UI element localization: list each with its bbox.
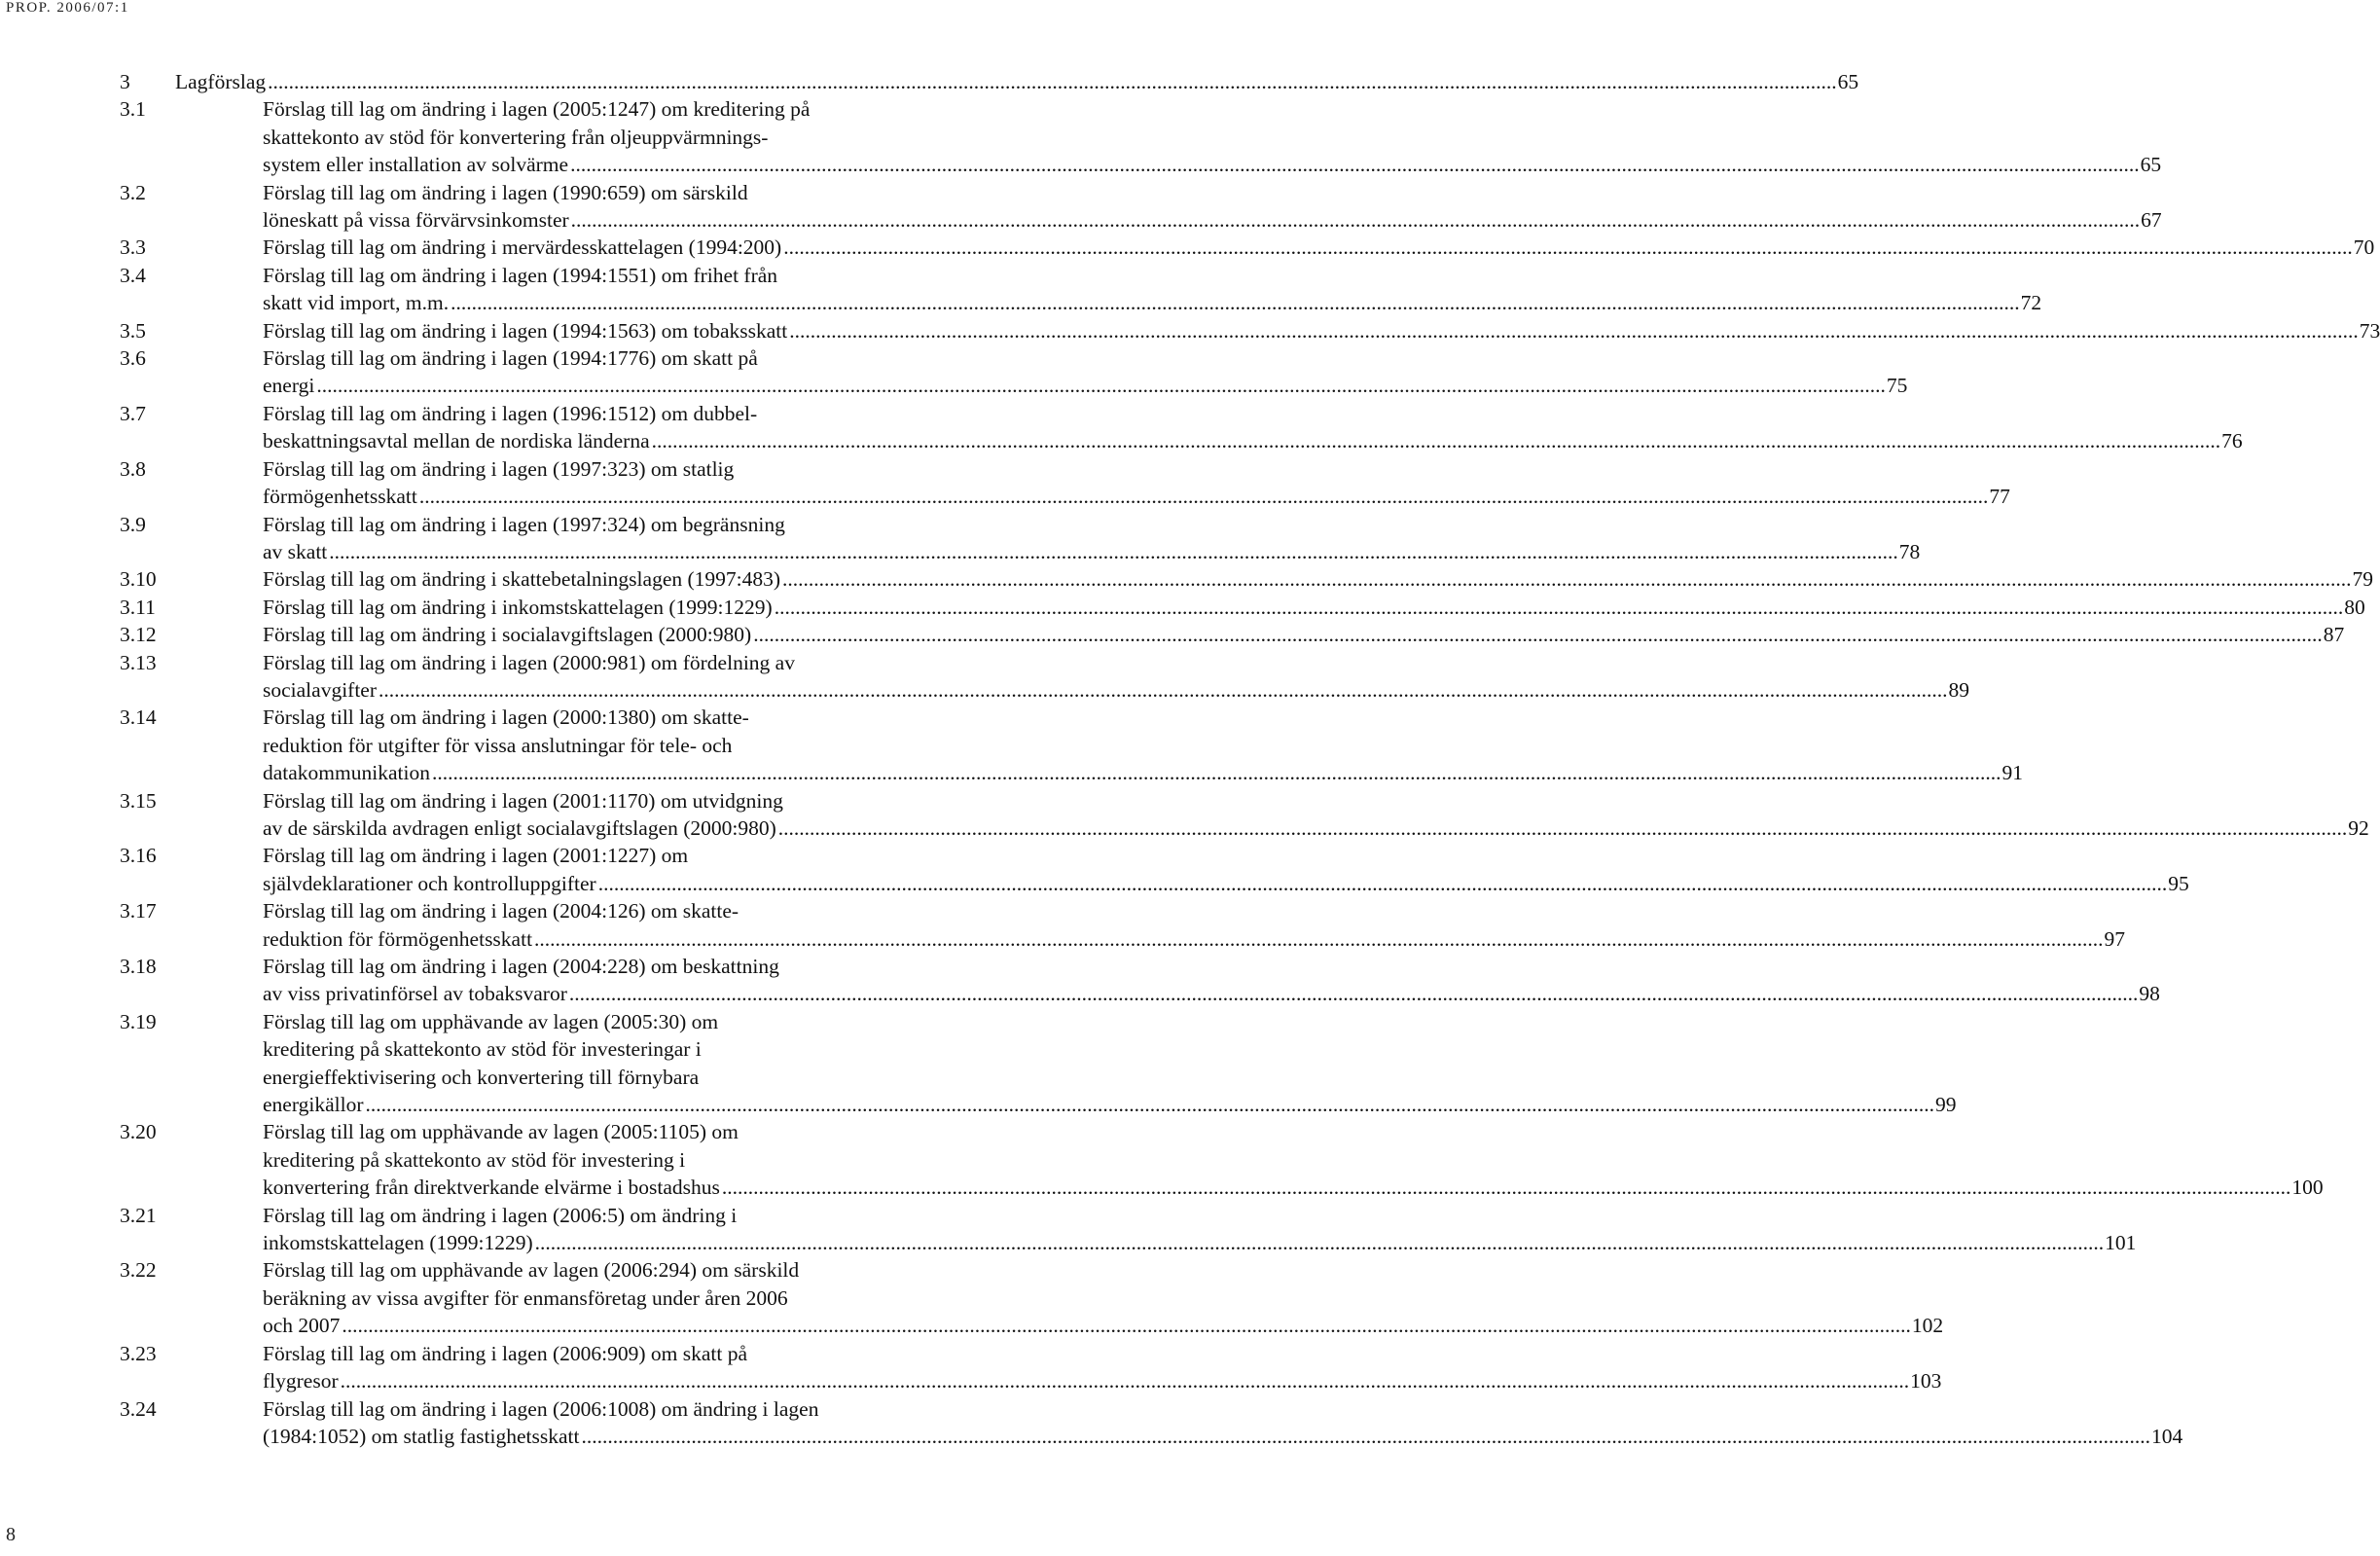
toc-entry-title-line: Förslag till lag om ändring i lagen (2005:1247) om kreditering på	[263, 97, 811, 122]
toc-entry-title-line: kreditering på skattekonto av stöd för investeringar i	[263, 1037, 702, 1062]
toc-entry-title-text: löneskatt på vissa förvärvsinkomster	[263, 208, 569, 233]
dot-leader: ............................................................................................................................................................................................................................................................................................................	[570, 153, 2140, 177]
toc-entry-title-line: Förslag till lag om ändring i lagen (2004:126) om skatte-	[263, 899, 739, 923]
toc-entry-title-text: energikällor	[263, 1093, 364, 1117]
toc-entry-number: 3.16	[120, 844, 157, 868]
toc-entry-title-line	[263, 814, 2369, 842]
toc-entry[interactable]	[120, 1202, 2137, 1257]
toc-entry-title-line	[263, 1174, 2324, 1201]
toc-entry-number: 3	[120, 70, 130, 93]
dot-leader: ............................................................................................................................................................................................................................................................................................................	[268, 70, 1837, 93]
toc-entry-title-line: skattekonto av stöd för konvertering från oljeuppvärmnings-	[263, 125, 769, 149]
dot-leader: ............................................................................................................................................................................................................................................................................................................	[753, 623, 2323, 647]
toc-entry-title-text: Förslag till lag om ändring i socialavgiftslagen (2000:980)	[263, 623, 752, 647]
toc-entry-title-line	[263, 621, 2345, 648]
toc-entry-title-line: Förslag till lag om ändring i lagen (1997:324) om begränsning	[263, 512, 785, 536]
toc-entry-title-text: energi	[263, 374, 315, 398]
toc-entry-title-line	[263, 759, 2023, 786]
toc-entry-page: 77	[1989, 485, 2010, 509]
toc-entry-title-text: konvertering från direktverkande elvärme i bostadshus	[263, 1176, 720, 1200]
toc-entry[interactable]	[120, 565, 2374, 593]
toc-entry-title-text: av skatt	[263, 539, 328, 563]
toc-entry-number: 3.14	[120, 706, 157, 730]
dot-leader: ............................................................................................................................................................................................................................................................................................................	[651, 429, 2221, 453]
toc-entry[interactable]	[120, 400, 2243, 455]
dot-leader: ............................................................................................................................................................................................................................................................................................................	[329, 539, 1898, 563]
toc-entry[interactable]	[120, 594, 2365, 621]
toc-entry-title-text: Lagförslag	[175, 70, 267, 93]
toc-entry-page: 65	[1837, 70, 1859, 93]
toc-entry-page: 101	[2105, 1231, 2137, 1255]
toc-entry-title-text: beskattningsavtal mellan de nordiska länderna	[263, 429, 650, 453]
toc-entry-title-line: Förslag till lag om ändring i lagen (1994:1776) om skatt på	[263, 346, 758, 371]
dot-leader: ............................................................................................................................................................................................................................................................................................................	[597, 871, 2168, 895]
toc-entry-title-line	[263, 925, 2126, 953]
toc-entry-title-line	[263, 538, 1921, 565]
dot-leader: ............................................................................................................................................................................................................................................................................................................	[774, 595, 2344, 619]
toc-entry-number: 3.12	[120, 623, 157, 647]
toc-entry[interactable]	[120, 842, 2189, 897]
toc-entry-page: 100	[2291, 1176, 2324, 1200]
toc-entry[interactable]	[120, 787, 2369, 843]
toc-entry[interactable]	[120, 1008, 1957, 1119]
toc-entry-page: 75	[1886, 374, 1908, 398]
dot-leader: ............................................................................................................................................................................................................................................................................................................	[783, 235, 2353, 260]
toc-entry-page: 78	[1898, 539, 1921, 563]
toc-entry-title-text: flygresor	[263, 1369, 339, 1393]
table-of-contents	[120, 68, 2380, 1450]
toc-entry-title-line	[263, 234, 2375, 261]
toc-entry-number: 3.10	[120, 567, 157, 592]
toc-entry-page: 65	[2140, 153, 2162, 177]
toc-entry-title-line: Förslag till lag om ändring i lagen (2001:1227) om	[263, 844, 689, 868]
toc-entry[interactable]	[120, 1256, 1944, 1339]
toc-entry-title-text: självdeklarationer och kontrolluppgifter	[263, 871, 596, 895]
toc-entry-number: 3.15	[120, 788, 157, 813]
toc-entry-title-line	[263, 483, 2010, 510]
page-number: 8	[6, 1524, 16, 1545]
toc-entry-title-line: kreditering på skattekonto av stöd för investering i	[263, 1147, 686, 1172]
toc-entry-title-text: Förslag till lag om ändring i skattebetalningslagen (1997:483)	[263, 567, 781, 592]
toc-entry[interactable]	[120, 317, 2380, 344]
toc-entry-title-line: Förslag till lag om ändring i lagen (1996:1512) om dubbel-	[263, 401, 758, 425]
toc-entry[interactable]	[120, 1118, 2324, 1201]
dot-leader: ............................................................................................................................................................................................................................................................................................................	[418, 485, 1989, 509]
toc-entry-title-text: av de särskilda avdragen enligt socialavgiftslagen (2000:980)	[263, 815, 776, 840]
toc-entry-title-line	[263, 289, 2042, 316]
toc-entry-page: 67	[2141, 208, 2162, 233]
toc-entry-title-text: system eller installation av solvärme	[263, 153, 569, 177]
toc-entry-page: 95	[2168, 871, 2189, 895]
toc-entry-page: 80	[2344, 595, 2365, 619]
dot-leader: ............................................................................................................................................................................................................................................................................................................	[316, 374, 1886, 398]
toc-entry-number: 3.2	[120, 180, 146, 204]
dot-leader: ............................................................................................................................................................................................................................................................................................................	[581, 1424, 2150, 1448]
toc-entry[interactable]	[120, 897, 2126, 953]
dot-leader: ............................................................................................................................................................................................................................................................................................................	[570, 208, 2141, 233]
toc-entry-title-line: Förslag till lag om ändring i lagen (2000:1380) om skatte-	[263, 706, 749, 730]
toc-entry-title-line: Förslag till lag om ändring i lagen (2006:909) om skatt på	[263, 1341, 748, 1365]
dot-leader: ............................................................................................................................................................................................................................................................................................................	[340, 1369, 1910, 1393]
toc-entry-page: 102	[1911, 1314, 1944, 1338]
toc-entry-title-line	[263, 1091, 1957, 1118]
toc-entry-number: 3.3	[120, 235, 146, 260]
toc-entry-page: 76	[2221, 429, 2243, 453]
toc-entry-page: 87	[2323, 623, 2345, 647]
toc-entry-title-line	[263, 317, 2380, 344]
toc-entry-title-text: socialavgifter	[263, 677, 378, 702]
toc-entry[interactable]	[120, 1395, 2183, 1451]
toc-entry-title-line: Förslag till lag om ändring i lagen (2000:981) om fördelning av	[263, 650, 795, 674]
toc-entry-page: 92	[2348, 815, 2369, 840]
toc-entry[interactable]	[120, 704, 2023, 786]
running-header: PROP. 2006/07:1	[6, 0, 129, 16]
dot-leader: ............................................................................................................................................................................................................................................................................................................	[534, 1231, 2105, 1255]
toc-entry-page: 104	[2150, 1424, 2183, 1448]
toc-entry-page: 97	[2104, 926, 2126, 951]
toc-entry-number: 3.21	[120, 1203, 157, 1227]
toc-entry[interactable]	[120, 455, 2010, 511]
dot-leader: ............................................................................................................................................................................................................................................................................................................	[534, 926, 2104, 951]
toc-entry-page: 72	[2020, 291, 2042, 315]
toc-entry-title-text: Förslag till lag om ändring i mervärdesskattelagen (1994:200)	[263, 235, 782, 260]
toc-entry-number: 3.7	[120, 401, 146, 425]
toc-entry[interactable]	[120, 511, 1921, 566]
toc-entry-page: 99	[1934, 1093, 1957, 1117]
toc-entry-title-line: Förslag till lag om ändring i lagen (1997:323) om statlig	[263, 456, 735, 481]
toc-entry-title-line: Förslag till lag om ändring i lagen (1990:659) om särskild	[263, 180, 748, 204]
toc-entry-title-line: Förslag till lag om ändring i lagen (2006:1008) om ändring i lagen	[263, 1396, 819, 1421]
toc-entry[interactable]	[120, 234, 2375, 261]
toc-entry[interactable]	[120, 68, 1859, 95]
dot-leader: ............................................................................................................................................................................................................................................................................................................	[721, 1176, 2291, 1200]
toc-entry-title-line	[263, 151, 2162, 178]
toc-entry[interactable]	[120, 95, 2162, 178]
toc-entry-title-line: Förslag till lag om ändring i lagen (2001:1170) om utvidgning	[263, 788, 783, 813]
toc-entry-title-line	[263, 206, 2162, 234]
toc-entry-page: 70	[2353, 235, 2375, 260]
toc-entry-title-line	[263, 870, 2189, 897]
toc-entry-page: 79	[2352, 567, 2374, 592]
toc-entry-title-line: Förslag till lag om upphävande av lagen (2005:1105) om	[263, 1120, 739, 1144]
toc-entry-number: 3.5	[120, 318, 146, 343]
toc-entry-title-text: reduktion för förmögenhetsskatt	[263, 926, 533, 951]
toc-entry-title-text: datakommunikation	[263, 761, 430, 785]
toc-entry[interactable]	[120, 953, 2160, 1008]
toc-entry[interactable]	[120, 262, 2042, 317]
toc-entry-title-text: av viss privatinförsel av tobaksvaror	[263, 982, 567, 1006]
toc-entry-title-text: inkomstskattelagen (1999:1229)	[263, 1231, 533, 1255]
toc-entry-title-text: Förslag till lag om ändring i inkomstskattelagen (1999:1229)	[263, 595, 773, 619]
dot-leader: ............................................................................................................................................................................................................................................................................................................	[365, 1093, 1934, 1117]
toc-entry-title-line	[263, 1229, 2137, 1256]
toc-entry-number: 3.9	[120, 512, 146, 536]
toc-entry-title-line	[263, 676, 1970, 704]
toc-entry-number: 3.22	[120, 1258, 157, 1283]
toc-entry-page: 73	[2359, 318, 2380, 343]
toc-entry-title-line	[263, 1312, 1944, 1339]
toc-entry-page: 91	[2001, 761, 2023, 785]
toc-entry-title-text: och 2007	[263, 1314, 341, 1338]
toc-entry-title-text: (1984:1052) om statlig fastighetsskatt	[263, 1424, 580, 1448]
toc-entry-number: 3.18	[120, 955, 157, 978]
toc-entry-page: 103	[1910, 1369, 1942, 1393]
toc-entry-page: 98	[2139, 982, 2160, 1006]
toc-entry-title-text: förmögenhetsskatt	[263, 485, 417, 509]
dot-leader: ............................................................................................................................................................................................................................................................................................................	[342, 1314, 1911, 1338]
toc-entry-title-line	[175, 68, 1859, 95]
dot-leader: ............................................................................................................................................................................................................................................................................................................	[789, 318, 2359, 343]
dot-leader: ............................................................................................................................................................................................................................................................................................................	[451, 291, 2020, 315]
toc-entry-number: 3.4	[120, 263, 146, 287]
toc-entry-title-line	[263, 372, 1908, 399]
dot-leader: ............................................................................................................................................................................................................................................................................................................	[379, 677, 1948, 702]
toc-entry-number: 3.24	[120, 1396, 157, 1421]
toc-entry-title-line: energieffektivisering och konvertering till förnybara	[263, 1065, 700, 1089]
toc-entry-title-line: beräkning av vissa avgifter för enmansföretag under åren 2006	[263, 1285, 788, 1310]
toc-entry-title-line	[263, 565, 2374, 593]
toc-entry-title-line: Förslag till lag om upphävande av lagen (2006:294) om särskild	[263, 1258, 800, 1283]
toc-entry[interactable]	[120, 621, 2345, 648]
toc-entry[interactable]	[120, 1340, 1942, 1395]
toc-entry-number: 3.23	[120, 1341, 157, 1365]
toc-entry[interactable]	[120, 179, 2162, 235]
toc-entry-title-line	[263, 594, 2365, 621]
toc-entry-number: 3.8	[120, 456, 146, 481]
toc-entry-title-line: Förslag till lag om upphävande av lagen (2005:30) om	[263, 1009, 719, 1033]
toc-entry-title-line	[263, 980, 2160, 1007]
toc-entry-number: 3.20	[120, 1120, 157, 1144]
toc-entry-title-text: Förslag till lag om ändring i lagen (1994:1563) om tobaksskatt	[263, 318, 788, 343]
toc-entry-page: 89	[1948, 677, 1970, 702]
toc-entry-title-line	[263, 427, 2243, 454]
toc-entry-title-line: Förslag till lag om ändring i lagen (1994:1551) om frihet från	[263, 263, 778, 287]
dot-leader: ............................................................................................................................................................................................................................................................................................................	[782, 567, 2352, 592]
toc-entry-number: 3.17	[120, 899, 157, 923]
toc-entry-number: 3.13	[120, 650, 157, 674]
toc-entry[interactable]	[120, 649, 1970, 705]
toc-entry-title-line: Förslag till lag om ändring i lagen (2004:228) om beskattning	[263, 955, 779, 978]
toc-entry-title-line: reduktion för utgifter för vissa anslutningar för tele- och	[263, 733, 733, 757]
toc-entry-number: 3.11	[120, 595, 156, 619]
toc-entry-number: 3.1	[120, 97, 146, 122]
toc-entry-title-line	[263, 1423, 2183, 1450]
toc-entry-number: 3.6	[120, 346, 146, 371]
dot-leader: ............................................................................................................................................................................................................................................................................................................	[431, 761, 2001, 785]
toc-entry-title-line	[263, 1367, 1942, 1394]
toc-entry-title-text: skatt vid import, m.m.	[263, 291, 450, 315]
toc-entry-number: 3.19	[120, 1009, 157, 1033]
dot-leader: ............................................................................................................................................................................................................................................................................................................	[777, 815, 2348, 840]
toc-entry[interactable]	[120, 344, 1908, 400]
toc-entry-title-line: Förslag till lag om ändring i lagen (2006:5) om ändring i	[263, 1203, 738, 1227]
dot-leader: ............................................................................................................................................................................................................................................................................................................	[568, 982, 2139, 1006]
